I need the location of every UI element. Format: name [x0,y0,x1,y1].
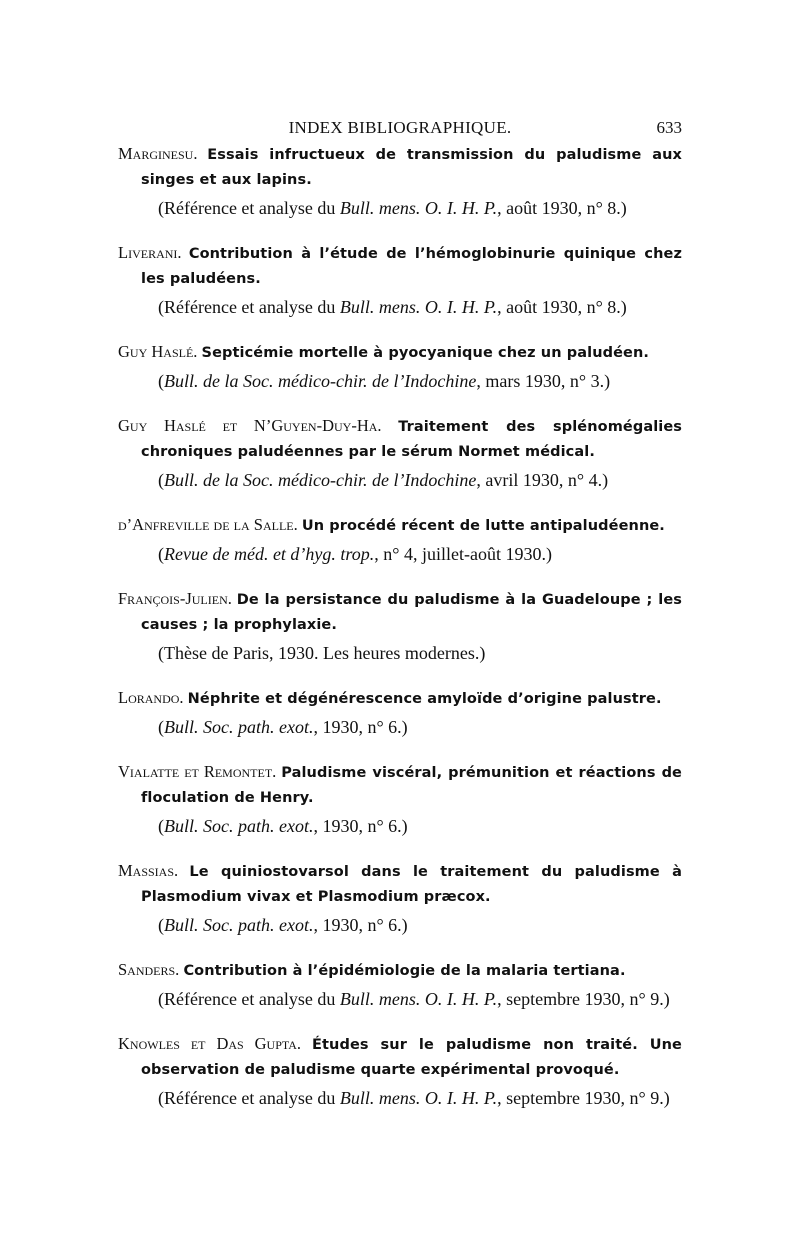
reference-journal: Bull. mens. O. I. H. P. [339,198,498,218]
bibliography-entry-guy-hasle-1 [118,340,682,394]
entry-author: Liverani. [118,243,182,262]
entry-heading [118,859,682,909]
reference-suffix: , mars 1930, n° 3.) [476,371,611,391]
reference-prefix: ( [158,544,164,564]
entry-heading [118,1032,682,1082]
reference-prefix: ( [158,915,164,935]
entry-heading [118,760,682,810]
reference-journal: Bull. mens. O. I. H. P. [339,297,498,317]
entry-heading [118,686,682,711]
entry-title: De la persistance du paludisme à la Guadeloupe ; les causes ; la prophylaxie. [141,592,683,633]
entry-author: d’Anfreville de la Salle. [118,515,298,534]
bibliography-entry-danfreville [118,513,682,567]
entry-author: Marginesu. [118,144,198,163]
entry-title: Traitement des splénomégalies chroniques paludéennes par le sérum Normet médical. [141,419,683,460]
entry-author: Knowles et Das Gupta. [118,1034,302,1053]
entry-heading [118,587,682,637]
entry-author: Vialatte et Remontet. [118,762,277,781]
entry-author: François-Julien. [118,589,232,608]
bibliography-entry-sanders [118,958,682,1012]
reference-suffix: , septembre 1930, n° 9.) [497,1088,670,1108]
page-number: 633 [656,118,682,137]
reference-suffix: , 1930, n° 6.) [313,717,408,737]
running-title: INDEX BIBLIOGRAPHIQUE. [288,118,512,137]
entry-heading [118,513,682,538]
reference-suffix: , août 1930, n° 8.) [497,198,627,218]
reference-suffix: , avril 1930, n° 4.) [476,470,609,490]
reference-journal: Bull. Soc. path. exot. [164,717,314,737]
entry-reference [118,541,682,567]
entry-reference [118,912,682,938]
entry-reference [118,467,682,493]
entry-heading [118,958,682,983]
reference-suffix: , août 1930, n° 8.) [497,297,627,317]
entry-heading [118,241,682,291]
reference-journal: Bull. Soc. path. exot. [164,915,314,935]
reference-prefix: (Référence et analyse du [158,198,340,218]
entry-author: Lorando. [118,688,184,707]
reference-suffix: , 1930, n° 6.) [313,816,408,836]
bibliography-entry-liverani [118,241,682,320]
entry-reference [118,986,682,1012]
bibliography-entry-guy-hasle-2 [118,414,682,493]
entry-title: Contribution à l’épidémiologie de la malaria tertiana. [183,963,626,979]
reference-journal: Bull. mens. O. I. H. P. [339,989,498,1009]
reference-journal: Bull. de la Soc. médico-chir. de l’Indochine [164,371,477,391]
entry-heading [118,142,682,192]
running-header [118,108,682,142]
entry-title: Néphrite et dégénérescence amyloïde d’origine palustre. [187,691,662,707]
entry-author: Sanders. [118,960,180,979]
entry-reference [118,714,682,740]
entry-title: Essais infructueux de transmission du paludisme aux singes et aux lapins. [141,147,683,188]
entry-reference [118,1085,682,1111]
bibliography-entry-knowles [118,1032,682,1111]
bibliography-entry-massias [118,859,682,938]
reference-prefix: ( [158,371,164,391]
entry-reference [118,294,682,320]
reference-prefix: (Référence et analyse du [158,1088,340,1108]
reference-suffix: , septembre 1930, n° 9.) [497,989,670,1009]
entry-reference [118,813,682,839]
entry-author: Guy Haslé et N’Guyen-Duy-Ha. [118,416,382,435]
reference-prefix: (Référence et analyse du [158,989,340,1009]
entry-title: Contribution à l’étude de l’hémoglobinurie quinique chez les paludéens. [141,246,683,287]
reference-text: (Thèse de Paris, 1930. Les heures modernes.) [158,643,486,663]
entry-title: Un procédé récent de lutte antipaludéenne. [301,518,665,534]
reference-journal: Revue de méd. et d’hyg. trop. [164,544,375,564]
document-page [118,108,682,1208]
entry-heading [118,340,682,365]
entry-reference [118,368,682,394]
reference-prefix: ( [158,717,164,737]
entry-author: Guy Haslé. [118,342,198,361]
bibliography-entry-francois-julien [118,587,682,666]
reference-prefix: ( [158,816,164,836]
reference-prefix: ( [158,470,164,490]
entry-title: Septicémie mortelle à pyocyanique chez un paludéen. [201,345,650,361]
bibliography-entry-lorando [118,686,682,740]
entry-heading [118,414,682,464]
bibliography-entry-marginesu [118,142,682,221]
entry-reference [118,195,682,221]
reference-journal: Bull. mens. O. I. H. P. [339,1088,498,1108]
reference-suffix: , n° 4, juillet-août 1930.) [374,544,552,564]
bibliography-entry-vialatte [118,760,682,839]
entry-title: Études sur le paludisme non traité. Une observation de paludisme quarte expérimental provoqué. [141,1037,682,1078]
entry-reference [118,640,682,666]
reference-prefix: (Référence et analyse du [158,297,340,317]
entry-title: Le quiniostovarsol dans le traitement du paludisme à Plasmodium vivax et Plasmodium præcox. [141,864,682,905]
entry-author: Massias. [118,861,179,880]
reference-journal: Bull. Soc. path. exot. [164,816,314,836]
reference-journal: Bull. de la Soc. médico-chir. de l’Indochine [164,470,477,490]
reference-suffix: , 1930, n° 6.) [313,915,408,935]
entry-title: Paludisme viscéral, prémunition et réactions de floculation de Henry. [141,765,682,806]
